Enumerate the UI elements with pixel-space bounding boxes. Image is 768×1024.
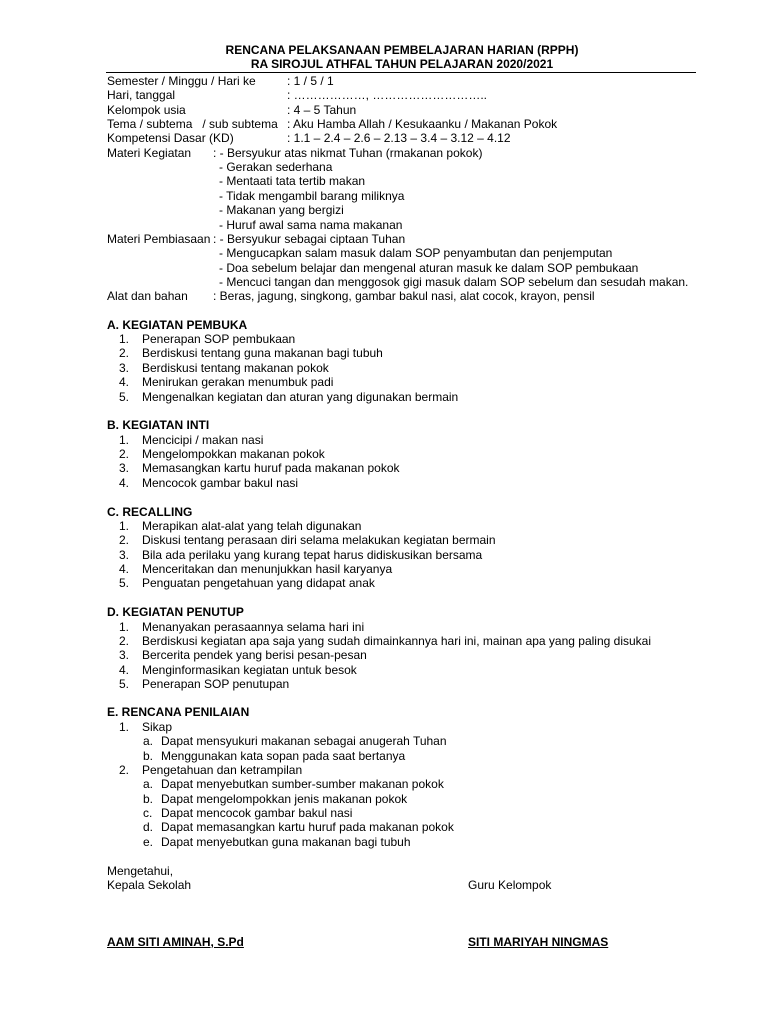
title-divider <box>106 72 696 73</box>
info-value: : 1.1 – 2.4 – 2.6 – 2.13 – 3.4 – 3.12 – 4.12 <box>287 131 511 145</box>
list-item: Dapat mensyukuri makanan sebagai anugerah Tuhan <box>161 734 447 748</box>
list-letter: b. <box>143 749 154 763</box>
list-item: Dapat mencocok gambar bakul nasi <box>161 806 353 820</box>
info-value: : Aku Hamba Allah / Kesukaanku / Makanan Pokok <box>287 117 558 131</box>
list-letter: a. <box>143 734 154 748</box>
list-item: Dapat memasangkan kartu huruf pada makanan pokok <box>161 820 454 834</box>
list-item: Mengelompokkan makanan pokok <box>142 447 325 461</box>
list-item: Menanyakan perasaannya selama hari ini <box>142 620 365 634</box>
list-number: 4. <box>119 562 130 576</box>
materi-pembiasaan-item: - Mencuci tangan dan menggosok gigi masuk dalam SOP sebelum dan sesudah makan. <box>219 275 689 289</box>
info-label: Tema / subtema / sub subtema <box>107 117 278 131</box>
list-item: Penerapan SOP pembukaan <box>142 332 296 346</box>
list-item: Mencicipi / makan nasi <box>142 433 264 447</box>
list-item: Merapikan alat-alat yang telah digunakan <box>142 519 362 533</box>
list-item: Berdiskusi tentang guna makanan bagi tubuh <box>142 346 383 360</box>
materi-pembiasaan-item: - Mengucapkan salam masuk dalam SOP penyambutan dan penjemputan <box>219 246 613 260</box>
kepala-sekolah-label: Kepala Sekolah <box>107 878 192 892</box>
list-number: 2. <box>119 533 130 547</box>
section-heading: B. KEGIATAN INTI <box>107 418 210 432</box>
list-number: 4. <box>119 375 130 389</box>
info-label: Kelompok usia <box>107 103 186 117</box>
list-number: 1. <box>119 519 130 533</box>
materi-pembiasaan-label: Materi Pembiasaan <box>107 232 211 246</box>
info-value: : ………………, ……………………….. <box>287 88 488 102</box>
list-number: 1. <box>119 332 130 346</box>
materi-pembiasaan-item: - Doa sebelum belajar dan mengenal aturan masuk ke dalam SOP pembukaan <box>219 261 639 275</box>
list-number: 2. <box>119 763 130 777</box>
list-number: 5. <box>119 576 130 590</box>
list-item: Menginformasikan kegiatan untuk besok <box>142 663 357 677</box>
list-number: 4. <box>119 476 130 490</box>
info-label: Hari, tanggal <box>107 88 176 102</box>
list-item: Mengenalkan kegiatan dan aturan yang digunakan bermain <box>142 390 459 404</box>
list-number: 3. <box>119 548 130 562</box>
materi-pembiasaan-first: : - Bersyukur sebagai ciptaan Tuhan <box>213 232 406 246</box>
list-number: 5. <box>119 390 130 404</box>
list-number: 2. <box>119 447 130 461</box>
list-item: Penerapan SOP penutupan <box>142 677 290 691</box>
list-number: 1. <box>119 620 130 634</box>
info-value: : 1 / 5 / 1 <box>287 74 334 88</box>
list-letter: e. <box>143 835 154 849</box>
list-item: Dapat menyebutkan sumber-sumber makanan pokok <box>161 777 444 791</box>
assessment-group-label: Sikap <box>142 720 173 734</box>
list-number: 4. <box>119 663 130 677</box>
list-item: Menirukan gerakan menumbuk padi <box>142 375 334 389</box>
list-number: 1. <box>119 720 130 734</box>
kepala-sekolah-name: AAM SITI AMINAH, S.Pd <box>107 935 244 949</box>
list-item: Menggunakan kata sopan pada saat bertanya <box>161 749 406 763</box>
list-item: Berdiskusi kegiatan apa saja yang sudah dimainkannya hari ini, mainan apa yang paling disukai <box>142 634 651 648</box>
list-letter: d. <box>143 820 154 834</box>
alat-bahan-label: Alat dan bahan <box>107 289 188 303</box>
doc-title-line2: RA SIROJUL ATHFAL TAHUN PELAJARAN 2020/2021 <box>250 57 554 71</box>
section-heading: D. KEGIATAN PENUTUP <box>107 605 244 619</box>
list-number: 3. <box>119 648 130 662</box>
materi-kegiatan-item: - Tidak mengambil barang miliknya <box>219 189 405 203</box>
list-number: 3. <box>119 461 130 475</box>
list-item: Diskusi tentang perasaan diri selama melakukan kegiatan bermain <box>142 533 496 547</box>
doc-title-line1: RENCANA PELAKSANAAN PEMBELAJARAN HARIAN (RPPH) <box>225 43 579 57</box>
list-number: 5. <box>119 677 130 691</box>
materi-kegiatan-item: - Huruf awal sama nama makanan <box>219 218 403 232</box>
list-item: Penguatan pengetahuan yang didapat anak <box>142 576 375 590</box>
list-item: Dapat menyebutkan guna makanan bagi tubuh <box>161 835 411 849</box>
materi-kegiatan-item: - Mentaati tata tertib makan <box>219 174 366 188</box>
list-number: 2. <box>119 634 130 648</box>
list-item: Dapat mengelompokkan jenis makanan pokok <box>161 792 408 806</box>
list-number: 2. <box>119 346 130 360</box>
list-number: 3. <box>119 361 130 375</box>
materi-kegiatan-item: - Makanan yang bergizi <box>219 203 344 217</box>
list-item: Mencocok gambar bakul nasi <box>142 476 299 490</box>
mengetahui-text: Mengetahui, <box>107 864 174 878</box>
section-heading: C. RECALLING <box>107 505 193 519</box>
list-item: Berdiskusi tentang makanan pokok <box>142 361 329 375</box>
list-item: Bila ada perilaku yang kurang tepat harus didiskusikan bersama <box>142 548 483 562</box>
materi-kegiatan-first: : - Bersyukur atas nikmat Tuhan (rmakanan pokok) <box>213 146 483 160</box>
section-heading: A. KEGIATAN PEMBUKA <box>107 318 248 332</box>
section-heading: E. RENCANA PENILAIAN <box>107 705 250 719</box>
assessment-group-label: Pengetahuan dan ketrampilan <box>142 763 303 777</box>
list-letter: a. <box>143 777 154 791</box>
list-item: Bercerita pendek yang berisi pesan-pesan <box>142 648 367 662</box>
list-number: 1. <box>119 433 130 447</box>
guru-kelompok-label: Guru Kelompok <box>468 878 552 892</box>
list-letter: b. <box>143 792 154 806</box>
list-item: Menceritakan dan menunjukkan hasil karyanya <box>142 562 393 576</box>
info-label: Semester / Minggu / Hari ke <box>107 74 256 88</box>
info-value: : 4 – 5 Tahun <box>287 103 357 117</box>
materi-kegiatan-label: Materi Kegiatan <box>107 146 192 160</box>
guru-kelompok-name: SITI MARIYAH NINGMAS <box>468 935 609 949</box>
list-letter: c. <box>143 806 153 820</box>
info-label: Kompetensi Dasar (KD) <box>107 131 234 145</box>
materi-kegiatan-item: - Gerakan sederhana <box>219 160 333 174</box>
alat-bahan-value: : Beras, jagung, singkong, gambar bakul nasi, alat cocok, krayon, pensil <box>213 289 595 303</box>
list-item: Memasangkan kartu huruf pada makanan pokok <box>142 461 400 475</box>
